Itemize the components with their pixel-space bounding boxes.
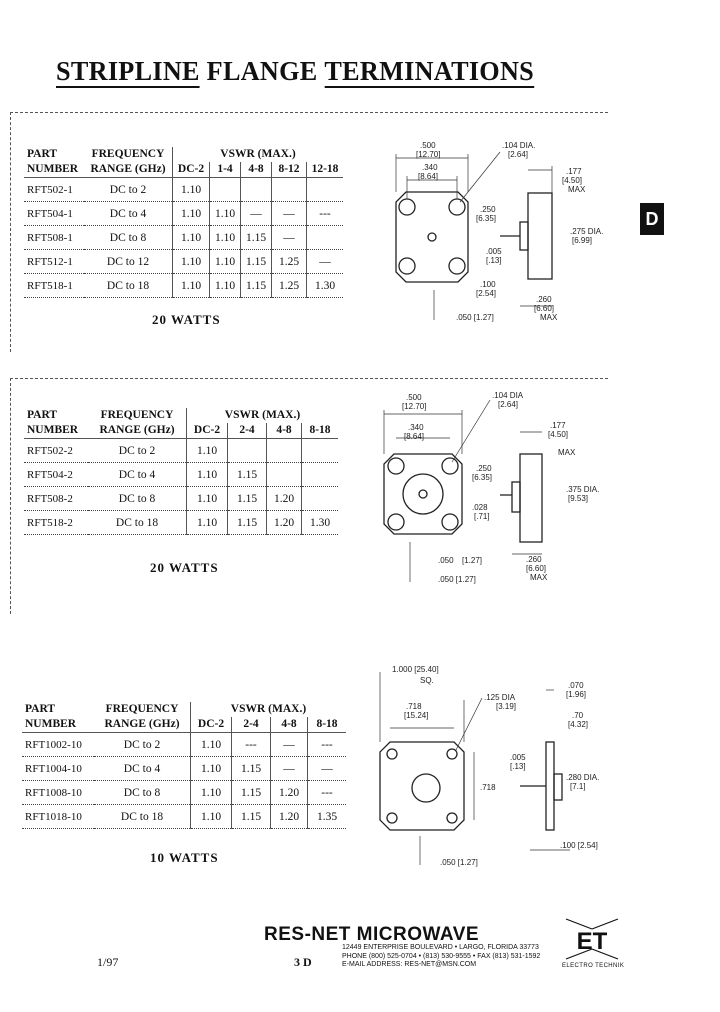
part-number: RFT1008-10 — [22, 781, 94, 805]
dim-label: .125 DIA — [484, 693, 516, 702]
freq-range: DC to 4 — [94, 757, 191, 781]
vswr-cell: 1.15 — [241, 226, 272, 250]
table-row — [24, 178, 343, 202]
table-row — [24, 439, 338, 463]
company-address — [342, 944, 540, 970]
dim-label: [15.24] — [404, 711, 429, 720]
col-header: 8-12 — [272, 162, 307, 178]
vswr-cell — [307, 178, 344, 202]
vswr-cell — [241, 178, 272, 202]
section1-left-rule — [10, 112, 11, 352]
address-line: 12449 ENTERPRISE BOULEVARD • LARGO, FLORIDA 33773 — [342, 944, 539, 951]
dim-label: .500 — [420, 141, 436, 150]
dim-label: [4.50] — [548, 430, 569, 439]
vswr-cell: — — [241, 202, 272, 226]
footer-date: 1/97 — [97, 955, 119, 969]
side-body — [528, 193, 552, 279]
dim-label: [6.35] — [476, 214, 497, 223]
dim-label: .104 DIA. — [502, 141, 536, 150]
dim-label: .340 — [422, 163, 438, 172]
vswr-cell: 1.20 — [267, 487, 302, 511]
vswr-cell: — — [272, 202, 307, 226]
section2-outline-drawing — [360, 392, 620, 592]
mount-hole — [442, 458, 458, 474]
vswr-cell — [267, 463, 302, 487]
dim-label: .070 — [568, 681, 584, 690]
freq-range: DC to 8 — [88, 487, 187, 511]
vswr-cell: 1.20 — [271, 781, 308, 805]
vswr-cell: 1.15 — [232, 757, 271, 781]
table-row — [22, 733, 346, 757]
section1-spec-table — [24, 147, 343, 298]
mount-hole — [449, 258, 465, 274]
dim-label: MAX — [530, 573, 548, 582]
mount-hole — [449, 199, 465, 215]
col-header: 4-8 — [241, 162, 272, 178]
part-number: RFT504-2 — [24, 463, 88, 487]
col-header: 2-4 — [228, 423, 267, 439]
col-header: 12-18 — [307, 162, 344, 178]
title-word-terminations: TERMINATIONS — [324, 56, 535, 86]
freq-range: DC to 8 — [84, 226, 173, 250]
dim-leader — [452, 400, 490, 462]
mount-hole — [399, 258, 415, 274]
section2-spec-table — [24, 408, 338, 535]
dim-label: .177 — [550, 421, 566, 430]
part-number: RFT518-2 — [24, 511, 88, 535]
dim-leader — [456, 698, 482, 750]
dim-label: .500 — [406, 393, 422, 402]
dim-label: SQ. — [420, 676, 434, 685]
dim-label: .005 — [510, 753, 526, 762]
freq-range: DC to 18 — [84, 274, 173, 298]
col-header: 2-4 — [232, 717, 271, 733]
dim-label: .028 — [472, 503, 488, 512]
hdr-number: NUMBER — [22, 717, 94, 733]
dim-label: MAX — [568, 185, 586, 194]
center-pin — [419, 490, 427, 498]
vswr-cell: 1.10 — [187, 487, 228, 511]
freq-range: DC to 18 — [94, 805, 191, 829]
flange-body — [380, 742, 464, 830]
part-number: RFT508-1 — [24, 226, 84, 250]
table-row — [24, 226, 343, 250]
vswr-cell: 1.15 — [228, 463, 267, 487]
freq-range: DC to 12 — [84, 250, 173, 274]
vswr-cell: 1.35 — [308, 805, 347, 829]
dim-label: .718 — [406, 702, 422, 711]
mount-hole — [388, 458, 404, 474]
dim-label: [6.99] — [572, 236, 593, 245]
dim-label: .260 — [526, 555, 542, 564]
vswr-cell: 1.15 — [232, 781, 271, 805]
vswr-cell: 1.10 — [173, 226, 210, 250]
section2-divider — [10, 378, 608, 379]
vswr-cell: 1.10 — [191, 757, 232, 781]
vswr-cell: — — [272, 226, 307, 250]
hdr-vswr: VSWR (MAX.) — [187, 408, 339, 423]
vswr-cell: --- — [308, 733, 347, 757]
section3-power-rating: 10 WATTS — [150, 850, 219, 865]
dim-label: .260 — [536, 295, 552, 304]
freq-range: DC to 2 — [94, 733, 191, 757]
dim-label: .177 — [566, 167, 582, 176]
vswr-cell: 1.10 — [187, 463, 228, 487]
resistor-disc — [412, 774, 440, 802]
electro-technik-logo — [562, 915, 622, 963]
vswr-cell: 1.10 — [191, 781, 232, 805]
side-body — [546, 742, 554, 830]
col-header: 1-4 — [210, 162, 241, 178]
part-number: RFT518-1 — [24, 274, 84, 298]
dim-label: [.71] — [474, 512, 490, 521]
vswr-cell: — — [271, 757, 308, 781]
section1-divider — [10, 112, 608, 113]
part-number: RFT1004-10 — [22, 757, 94, 781]
vswr-cell: 1.10 — [173, 178, 210, 202]
part-number: RFT1018-10 — [22, 805, 94, 829]
vswr-cell: 1.10 — [210, 226, 241, 250]
vswr-cell — [272, 178, 307, 202]
vswr-cell: — — [307, 250, 344, 274]
dim-label: [12.70] — [402, 402, 427, 411]
table-row — [24, 463, 338, 487]
vswr-cell: --- — [308, 781, 347, 805]
logo-caption: ELECTRO TECHNIK — [562, 963, 625, 969]
mount-hole — [387, 749, 397, 759]
hdr-part: PART — [27, 148, 58, 160]
dim-leader — [460, 152, 500, 202]
part-number: RFT508-2 — [24, 487, 88, 511]
col-header: DC-2 — [187, 423, 228, 439]
vswr-cell: 1.10 — [173, 202, 210, 226]
mount-hole — [387, 813, 397, 823]
address-line: PHONE (800) 525-0704 • (813) 530-9555 • FAX (813) 531-1592 — [342, 952, 541, 960]
table-row — [22, 757, 346, 781]
dim-label: [2.64] — [498, 400, 519, 409]
dim-label: [8.64] — [404, 432, 425, 441]
dim-label: .100 — [480, 280, 496, 289]
table-row — [22, 781, 346, 805]
vswr-cell: — — [308, 757, 347, 781]
page-number: 3 D — [294, 955, 312, 969]
hdr-part: PART — [27, 409, 58, 421]
freq-range: DC to 8 — [94, 781, 191, 805]
dim-label: .050 [1.27] — [440, 858, 478, 867]
dim-label: .375 DIA. — [566, 485, 600, 494]
vswr-cell: 1.10 — [191, 733, 232, 757]
vswr-cell: 1.10 — [210, 274, 241, 298]
section3-outline-drawing — [370, 660, 620, 870]
dim-label: .70 — [572, 711, 584, 720]
vswr-cell: — — [271, 733, 308, 757]
vswr-cell: 1.10 — [210, 250, 241, 274]
section1-outline-drawing — [360, 130, 620, 330]
hdr-range: RANGE (GHz) — [84, 162, 173, 178]
vswr-cell — [307, 226, 344, 250]
dim-label: .340 — [408, 423, 424, 432]
hdr-frequency: FREQUENCY — [105, 703, 179, 715]
dim-label: [.13] — [510, 762, 526, 771]
mount-hole — [447, 749, 457, 759]
part-number: RFT1002-10 — [22, 733, 94, 757]
vswr-cell: 1.10 — [173, 274, 210, 298]
vswr-cell: 1.25 — [272, 274, 307, 298]
hdr-frequency: FREQUENCY — [100, 409, 174, 421]
dim-label: MAX — [540, 313, 558, 322]
mount-hole — [442, 514, 458, 530]
table-row — [24, 274, 343, 298]
vswr-cell: 1.15 — [241, 274, 272, 298]
freq-range: DC to 2 — [88, 439, 187, 463]
hdr-number: NUMBER — [24, 423, 88, 439]
dim-label: [2.54] — [476, 289, 497, 298]
vswr-cell: 1.15 — [232, 805, 271, 829]
dim-label: 1.000 [25.40] — [392, 665, 439, 674]
flange-body — [384, 454, 462, 534]
hdr-range: RANGE (GHz) — [88, 423, 187, 439]
dim-label: [1.27] — [462, 556, 483, 565]
dim-label: .250 — [480, 205, 496, 214]
section3-spec-table — [22, 702, 346, 829]
dim-label: [2.64] — [508, 150, 529, 159]
vswr-cell: 1.30 — [302, 511, 339, 535]
vswr-cell: 1.10 — [173, 250, 210, 274]
col-header: DC-2 — [173, 162, 210, 178]
vswr-cell: 1.10 — [210, 202, 241, 226]
side-flange — [520, 222, 528, 250]
hdr-vswr: VSWR (MAX.) — [191, 702, 347, 717]
hdr-frequency: FREQUENCY — [91, 148, 165, 160]
vswr-cell: 1.10 — [191, 805, 232, 829]
section2-power-rating: 20 WATTS — [150, 560, 219, 575]
mount-hole — [447, 813, 457, 823]
vswr-cell: 1.10 — [187, 511, 228, 535]
vswr-cell — [302, 487, 339, 511]
table-row — [24, 487, 338, 511]
vswr-cell: --- — [307, 202, 344, 226]
mount-hole — [388, 514, 404, 530]
dim-label: .050 [1.27] — [456, 313, 494, 322]
col-header: 8-18 — [302, 423, 339, 439]
hdr-number: NUMBER — [24, 162, 84, 178]
freq-range: DC to 4 — [84, 202, 173, 226]
dim-label: [12.70] — [416, 150, 441, 159]
vswr-cell — [302, 463, 339, 487]
vswr-cell: 1.20 — [267, 511, 302, 535]
dim-label: .100 [2.54] — [560, 841, 598, 850]
center-pin — [428, 233, 436, 241]
hdr-part: PART — [25, 703, 56, 715]
dim-label: [6.35] — [472, 473, 493, 482]
vswr-cell: --- — [232, 733, 271, 757]
dim-label: [6.60] — [526, 564, 547, 573]
dim-label: [4.50] — [562, 176, 583, 185]
dim-label: [9.53] — [568, 494, 589, 503]
vswr-cell: 1.20 — [271, 805, 308, 829]
resistor-disc — [403, 474, 443, 514]
part-number: RFT504-1 — [24, 202, 84, 226]
side-body — [520, 454, 542, 542]
col-header: 4-8 — [271, 717, 308, 733]
mount-hole — [399, 199, 415, 215]
hdr-range: RANGE (GHz) — [94, 717, 191, 733]
table-row — [24, 511, 338, 535]
side-flange — [512, 482, 520, 512]
dim-label: .280 DIA. — [566, 773, 600, 782]
table-row — [22, 805, 346, 829]
dim-label: [.13] — [486, 256, 502, 265]
logo-letters: ET — [576, 928, 608, 955]
col-header: 8-18 — [308, 717, 347, 733]
dim-label: .050 [1.27] — [438, 575, 476, 584]
dim-label: .718 — [480, 783, 496, 792]
vswr-cell — [228, 439, 267, 463]
company-name: RES-NET MICROWAVE — [264, 924, 480, 945]
dim-label: [1.96] — [566, 690, 587, 699]
dim-label: [8.64] — [418, 172, 439, 181]
table-row — [24, 202, 343, 226]
part-number: RFT502-1 — [24, 178, 84, 202]
dim-label: [7.1] — [570, 782, 586, 791]
title-word-flange: FLANGE — [206, 56, 318, 86]
vswr-cell: 1.10 — [187, 439, 228, 463]
col-header: DC-2 — [191, 717, 232, 733]
dim-label: .275 DIA. — [570, 227, 604, 236]
dim-label: .005 — [486, 247, 502, 256]
section-tab-d: D — [640, 203, 664, 235]
freq-range: DC to 2 — [84, 178, 173, 202]
vswr-cell: 1.30 — [307, 274, 344, 298]
page-title — [56, 56, 534, 87]
dim-label: .250 — [476, 464, 492, 473]
part-number: RFT512-1 — [24, 250, 84, 274]
dim-label: .104 DIA — [492, 391, 524, 400]
side-flange — [554, 774, 562, 800]
part-number: RFT502-2 — [24, 439, 88, 463]
vswr-cell — [210, 178, 241, 202]
dim-label: .050 — [438, 556, 454, 565]
table-row — [24, 250, 343, 274]
address-line: E-MAIL ADDRESS: RES-NET@MSN.COM — [342, 961, 477, 968]
freq-range: DC to 18 — [88, 511, 187, 535]
section2-left-rule — [10, 378, 11, 614]
vswr-cell — [267, 439, 302, 463]
title-word-stripline: STRIPLINE — [56, 56, 200, 86]
vswr-cell: 1.15 — [228, 487, 267, 511]
dim-label: [3.19] — [496, 702, 517, 711]
vswr-cell: 1.25 — [272, 250, 307, 274]
vswr-cell: 1.15 — [228, 511, 267, 535]
dim-label: MAX — [558, 448, 576, 457]
col-header: 4-8 — [267, 423, 302, 439]
vswr-cell: 1.15 — [241, 250, 272, 274]
dim-label: [4.32] — [568, 720, 589, 729]
dim-label: [6.60] — [534, 304, 555, 313]
section1-power-rating: 20 WATTS — [152, 312, 221, 327]
hdr-vswr: VSWR (MAX.) — [173, 147, 344, 162]
freq-range: DC to 4 — [88, 463, 187, 487]
vswr-cell — [302, 439, 339, 463]
flange-body — [396, 192, 468, 282]
